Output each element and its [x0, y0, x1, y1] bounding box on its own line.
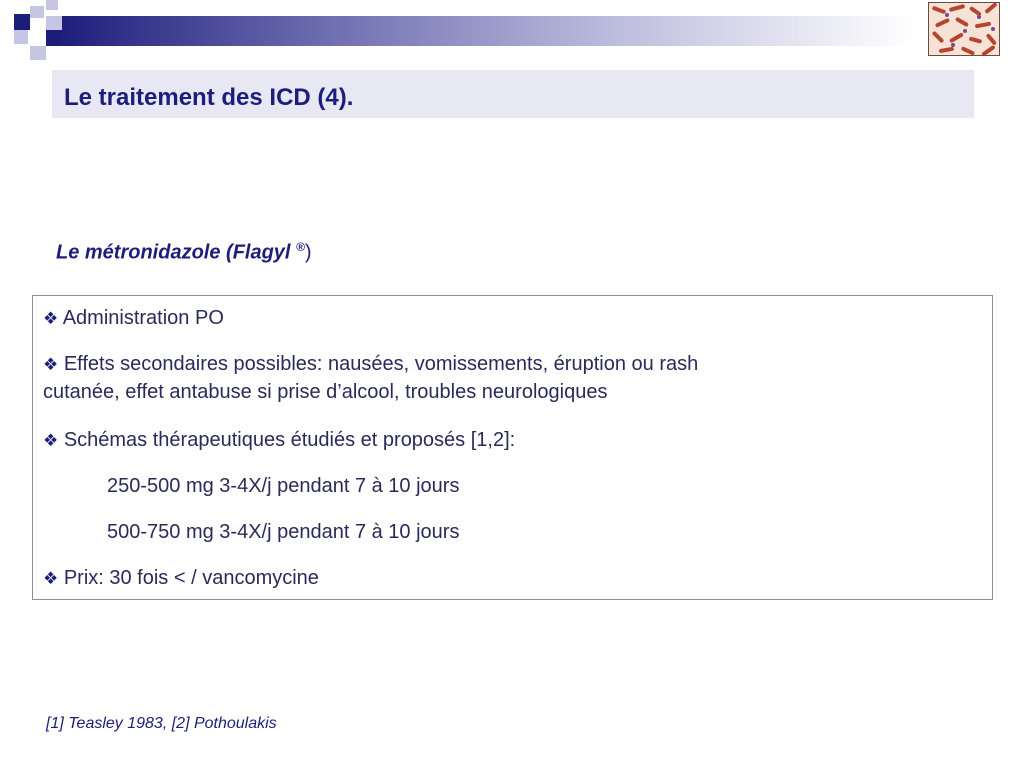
decor-square-navy-2	[46, 30, 62, 46]
regimen-line-1	[107, 472, 1024, 500]
subtitle-drug-name: Le métronidazole (Flagyl	[56, 241, 297, 264]
bullet-text: Prix: 30 fois < / vancomycine	[63, 567, 319, 589]
bullet-text: Effets secondaires possibles: nausées, vomissements, éruption ou rash	[63, 353, 699, 375]
bullet-item-price	[43, 564, 973, 593]
decor-square-lavender-3	[46, 16, 62, 30]
bacteria-illustration	[929, 3, 1000, 56]
bullet-text: Schémas thérapeutiques étudiés et proposés [1,2]:	[63, 429, 516, 451]
bullet-diamond-icon: ❖	[43, 309, 59, 328]
regimen-text: 250-500 mg 3-4X/j pendant 7 à 10 jours	[107, 475, 460, 497]
bullet-text: Administration PO	[62, 307, 224, 329]
bullet-text: cutanée, effet antabuse si prise d’alcool, troubles neurologiques	[43, 381, 608, 403]
bullet-item-side-effects-continued	[43, 378, 973, 406]
registered-mark: ®	[296, 240, 305, 254]
subtitle-close-paren: )	[304, 241, 312, 264]
decor-square-lavender-5	[14, 30, 28, 44]
decor-square-lavender-1	[30, 6, 44, 18]
bullet-item-side-effects	[43, 350, 973, 379]
bullet-diamond-icon: ❖	[43, 431, 59, 450]
bullet-item-regimens	[43, 426, 973, 455]
decor-square-navy-1	[14, 14, 30, 30]
bacteria-micrograph-image	[928, 2, 1000, 56]
bullet-diamond-icon: ❖	[43, 569, 59, 588]
references-footnote: [1] Teasley 1983, [2] Pothoulakis	[46, 715, 277, 732]
slide-title: Le traitement des ICD (4).	[64, 84, 354, 111]
regimen-line-2	[107, 518, 1024, 546]
title-bar	[52, 70, 974, 118]
section-subtitle	[56, 240, 312, 265]
decor-square-lavender-2	[46, 0, 58, 10]
bullet-diamond-icon: ❖	[43, 355, 59, 374]
header-gradient-band	[62, 16, 914, 46]
regimen-text: 500-750 mg 3-4X/j pendant 7 à 10 jours	[107, 521, 460, 543]
bullet-item-administration	[43, 304, 973, 333]
content-box	[32, 295, 993, 600]
decor-square-lavender-4	[30, 46, 46, 60]
